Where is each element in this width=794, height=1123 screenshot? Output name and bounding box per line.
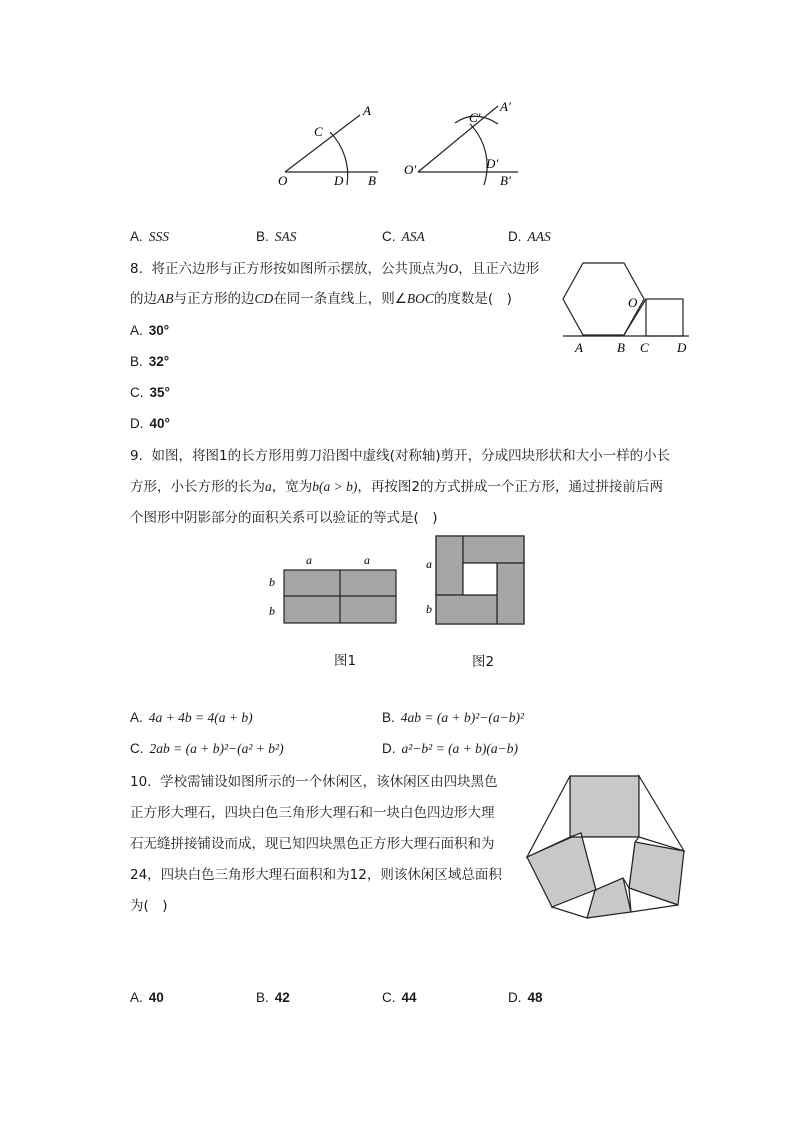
q10-line1: 10. 学校需铺设如图所示的一个休闲区，该休闲区由四块黑色 (130, 774, 498, 790)
label-b1: b (269, 575, 275, 589)
label-A: A (575, 340, 583, 355)
label-O-prime: O′ (404, 162, 417, 177)
q9-option-c[interactable]: C. 2ab = (a + b)²−(a² + b²) (130, 741, 284, 756)
q9-option-d[interactable]: D. a²−b² = (a + b)(a−b) (382, 741, 519, 756)
q10-option-a[interactable]: A. 40 (130, 990, 164, 1005)
q10-option-b[interactable]: B. 42 (256, 990, 290, 1005)
label-A-prime: A′ (500, 99, 511, 114)
q9-line2: 方形，小长方形的长为a，宽为b(a > b)，再按图2的方式拼成一个正方形，通过拼接前后两 (130, 479, 663, 495)
q7-option-a[interactable]: A. SSS (130, 229, 170, 244)
q9-line3: 个图形中阴影部分的面积关系可以验证的等式是( ) (130, 510, 438, 526)
square (646, 299, 683, 336)
q7-option-c[interactable]: C. ASA (382, 229, 425, 244)
label-B-prime: B′ (500, 173, 511, 188)
q8-option-d[interactable]: D. 40° (130, 416, 170, 431)
q9-caption-2: 图2 (472, 654, 495, 670)
label-O: O (628, 295, 638, 310)
label-O: O (278, 173, 288, 188)
square-top (570, 776, 639, 837)
q10-line4: 24，四块白色三角形大理石面积和为12，则该休闲区域总面积 (130, 867, 502, 883)
q9-line1: 9. 如图，将图1的长方形用剪刀沿图中虚线(对称轴)剪开，分成四块形状和大小一样的小长 (130, 448, 671, 464)
q7-figure (270, 95, 540, 195)
label-B: B (617, 340, 625, 355)
angle-aob (285, 115, 378, 185)
q8-option-c[interactable]: C. 35° (130, 385, 170, 400)
label-A: A (363, 103, 371, 118)
label-C-prime: C′ (469, 110, 481, 125)
label-C: C (640, 340, 649, 355)
q10-line3: 石无缝拼接铺设而成，现已知四块黑色正方形大理石面积和为 (130, 836, 495, 852)
label-b: b (426, 602, 432, 616)
q10-option-d[interactable]: D. 48 (508, 990, 543, 1005)
triangle-top-right (639, 776, 684, 851)
q8-line1: 8. 将正六边形与正方形按如图所示摆放，公共顶点为O，且正六边形 (130, 261, 540, 277)
q9-figure-2 (418, 530, 530, 630)
q9-caption-1: 图1 (334, 653, 357, 669)
q9-option-a[interactable]: A. 4a + 4b = 4(a + b) (130, 710, 253, 725)
label-C: C (314, 124, 323, 139)
q10-option-c[interactable]: C. 44 (382, 990, 417, 1005)
q8-line2: 的边AB与正方形的边CD在同一条直线上，则∠BOC的度数是( ) (130, 291, 512, 307)
label-b2: b (269, 604, 275, 618)
label-D-prime: D′ (486, 156, 499, 171)
q7-option-b[interactable]: B. SAS (256, 229, 297, 244)
q7-option-d[interactable]: D. AAS (508, 229, 551, 244)
label-B: B (368, 173, 376, 188)
q10-line5: 为( ) (130, 898, 168, 914)
q9-option-b[interactable]: B. 4ab = (a + b)²−(a−b)² (382, 710, 525, 725)
q8-option-b[interactable]: B. 32° (130, 354, 170, 369)
label-D: D (677, 340, 687, 355)
label-a1: a (306, 553, 312, 567)
q8-option-a[interactable]: A. 30° (130, 323, 170, 338)
label-a: a (426, 557, 432, 571)
q10-line2: 正方形大理石，四块白色三角形大理石和一块白色四边形大理 (130, 805, 495, 821)
label-a2: a (364, 553, 370, 567)
q8-figure (555, 255, 700, 360)
q9-figure-1 (262, 548, 402, 628)
label-D: D (334, 173, 344, 188)
q10-figure (515, 770, 710, 925)
